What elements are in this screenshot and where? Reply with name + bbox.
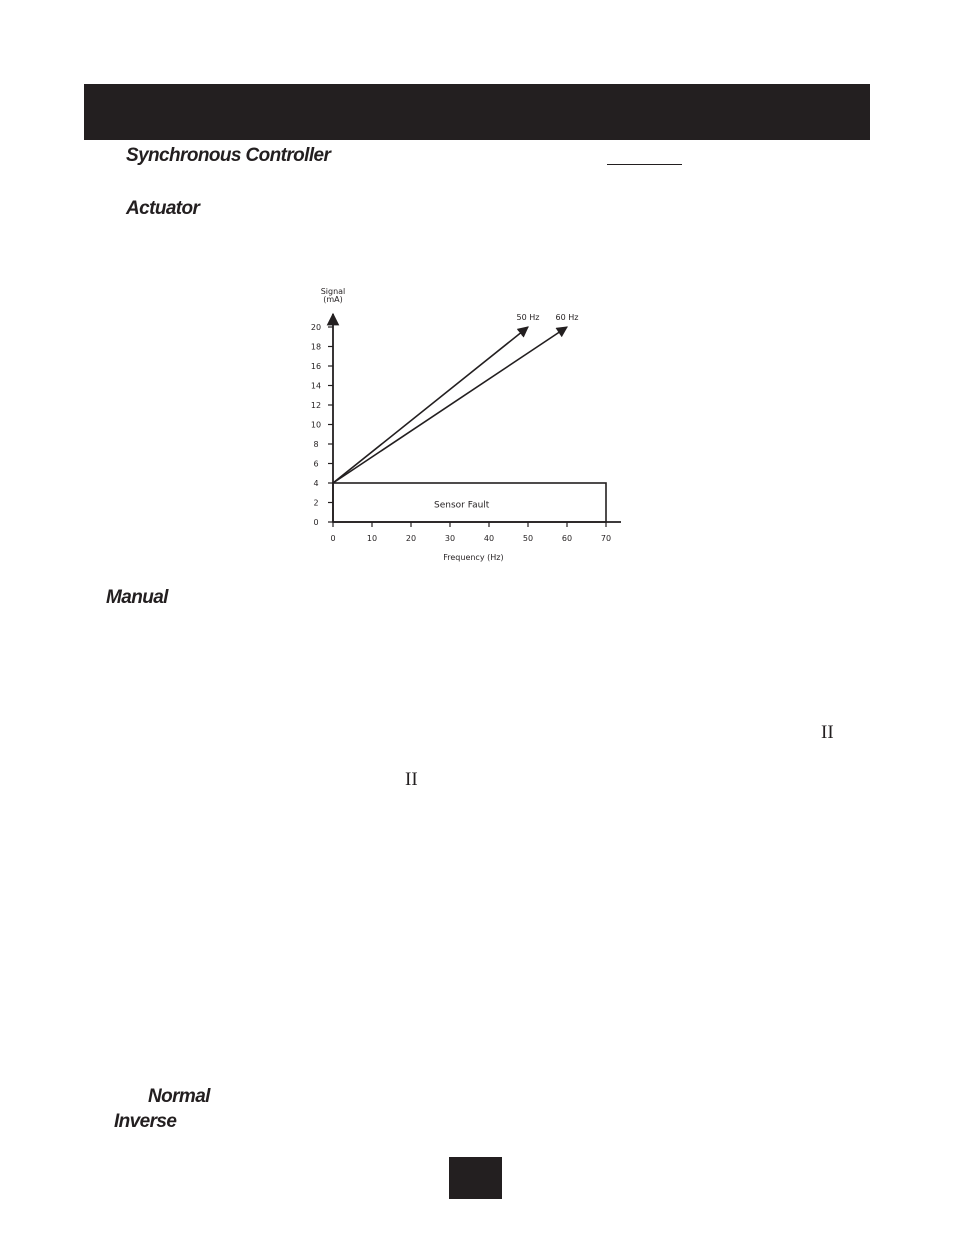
heading-manual: Manual bbox=[106, 587, 168, 608]
y-tick-label: 12 bbox=[310, 401, 322, 410]
y-ticks bbox=[311, 323, 333, 527]
y-tick-label: 8 bbox=[313, 440, 319, 449]
x-tick-label: 60 bbox=[561, 534, 573, 543]
header-bar bbox=[84, 84, 870, 140]
series-line bbox=[333, 327, 528, 483]
y-axis-label: Signal bbox=[320, 287, 346, 296]
page-number-tab bbox=[449, 1157, 502, 1199]
x-tick-label: 50 bbox=[522, 534, 534, 543]
x-tick-label: 20 bbox=[405, 534, 417, 543]
reference-underline bbox=[607, 164, 682, 165]
heading-synchronous-controller: Synchronous Controller bbox=[126, 145, 331, 166]
y-tick-label: 10 bbox=[310, 420, 322, 430]
x-axis-label: Frequency (Hz) bbox=[443, 553, 504, 562]
y-tick-label: 20 bbox=[310, 323, 322, 332]
x-tick-label: 0 bbox=[330, 534, 336, 543]
y-tick-label: 0 bbox=[313, 518, 319, 527]
series-lines bbox=[333, 313, 578, 483]
x-tick-label: 30 bbox=[444, 534, 456, 543]
sensor-fault-label: Sensor Fault bbox=[434, 500, 490, 511]
heading-actuator: Actuator bbox=[126, 198, 200, 219]
series-label: 50 Hz bbox=[516, 313, 540, 322]
x-tick-label: 70 bbox=[600, 534, 612, 543]
y-tick-label: 4 bbox=[313, 479, 319, 488]
x-ticks bbox=[330, 522, 611, 543]
roman-numeral-symbol: II bbox=[405, 769, 418, 790]
series-label: 60 Hz bbox=[555, 313, 579, 322]
heading-inverse: Inverse bbox=[114, 1111, 177, 1132]
x-tick-label: 10 bbox=[366, 534, 378, 543]
y-tick-label: 6 bbox=[313, 459, 319, 469]
x-tick-label: 40 bbox=[483, 534, 495, 543]
y-tick-label: 18 bbox=[310, 342, 322, 352]
y-axis-unit: (mA) bbox=[323, 295, 343, 304]
series-line bbox=[333, 327, 567, 483]
heading-normal: Normal bbox=[148, 1086, 210, 1107]
y-tick-label: 14 bbox=[310, 381, 322, 391]
signal-frequency-chart bbox=[290, 280, 630, 570]
y-tick-label: 2 bbox=[313, 498, 319, 508]
y-tick-label: 16 bbox=[310, 362, 322, 371]
roman-numeral-symbol: II bbox=[821, 722, 834, 743]
